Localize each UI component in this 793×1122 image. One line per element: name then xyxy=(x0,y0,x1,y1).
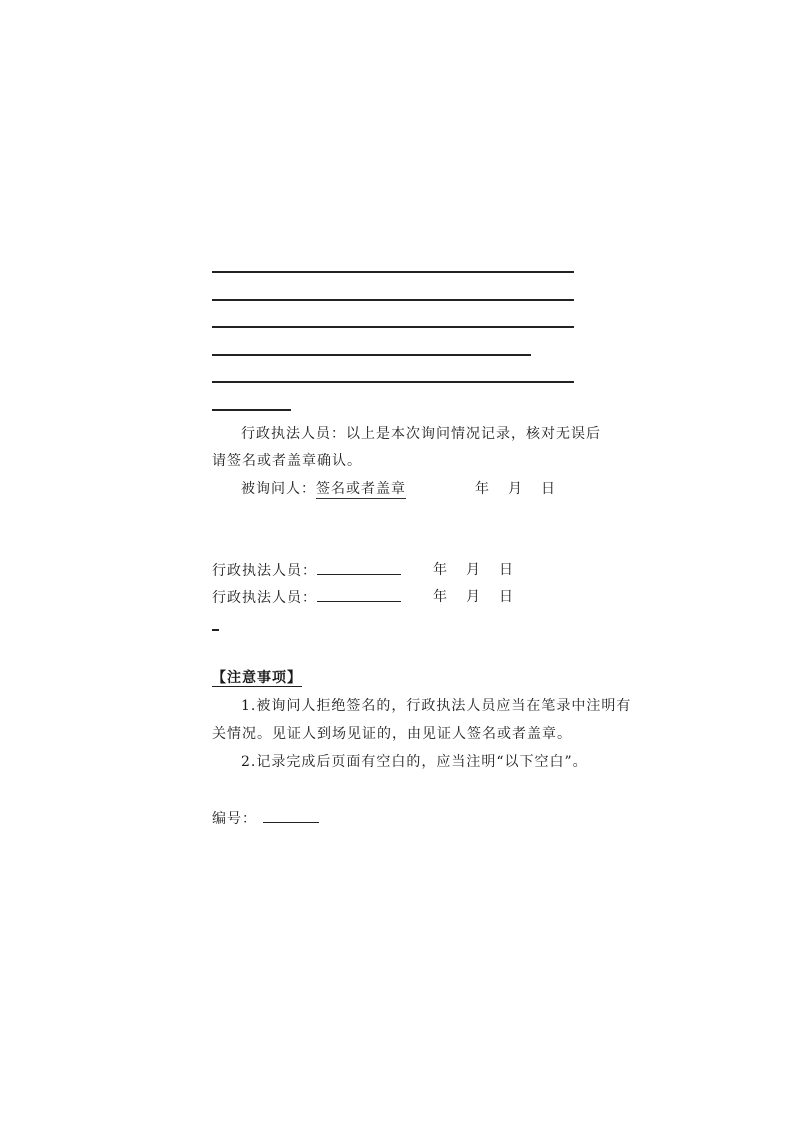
notes-item-1-line-1: 1.被询问人拒绝签名的，行政执法人员应当在笔录中注明有 xyxy=(241,698,632,714)
officer-2-date-month: 月 xyxy=(466,589,480,605)
record-blank-line-5[interactable] xyxy=(212,381,574,383)
small-dash-mark xyxy=(212,629,219,631)
record-blank-line-6[interactable] xyxy=(212,409,291,411)
serial-label: 编号： xyxy=(212,811,257,827)
interviewee-date-day: 日 xyxy=(541,481,555,497)
interviewee-date-month: 月 xyxy=(508,481,522,497)
officer-2-date-year: 年 xyxy=(433,589,447,605)
notes-item-1-line-2: 关情况。见证人到场见证的，由见证人签名或者盖章。 xyxy=(212,726,572,742)
officer-label-1: 行政执法人员： xyxy=(212,563,317,579)
record-blank-line-4[interactable] xyxy=(212,354,531,356)
officer-signature-row-1 xyxy=(212,560,401,581)
confirm-prompt-line-1: 行政执法人员：以上是本次询问情况记录，核对无误后 xyxy=(241,426,601,442)
record-blank-line-3[interactable] xyxy=(212,326,574,328)
officer-1-date-month: 月 xyxy=(466,562,480,578)
record-blank-line-2[interactable] xyxy=(212,299,574,301)
officer-2-date-day: 日 xyxy=(499,589,513,605)
record-blank-line-1[interactable] xyxy=(212,271,574,273)
officer-1-date-year: 年 xyxy=(433,562,447,578)
interviewee-signature-row xyxy=(241,479,406,499)
officer-signature-field-2[interactable] xyxy=(317,587,401,602)
notes-title: 【注意事项】 xyxy=(212,670,302,686)
serial-number-field[interactable] xyxy=(263,808,319,823)
officer-signature-row-2 xyxy=(212,587,401,608)
officer-1-date-day: 日 xyxy=(499,562,513,578)
interviewee-label: 被询问人： xyxy=(241,481,316,497)
interviewee-signature-field[interactable]: 签名或者盖章 xyxy=(316,481,406,497)
officer-signature-field-1[interactable] xyxy=(317,560,401,575)
interviewee-date-year: 年 xyxy=(475,481,489,497)
officer-label-2: 行政执法人员： xyxy=(212,590,317,606)
serial-number-row xyxy=(212,808,319,829)
confirm-prompt-line-2: 请签名或者盖章确认。 xyxy=(212,453,362,469)
notes-item-2: 2.记录完成后页面有空白的，应当注明“以下空白”。 xyxy=(241,754,588,770)
